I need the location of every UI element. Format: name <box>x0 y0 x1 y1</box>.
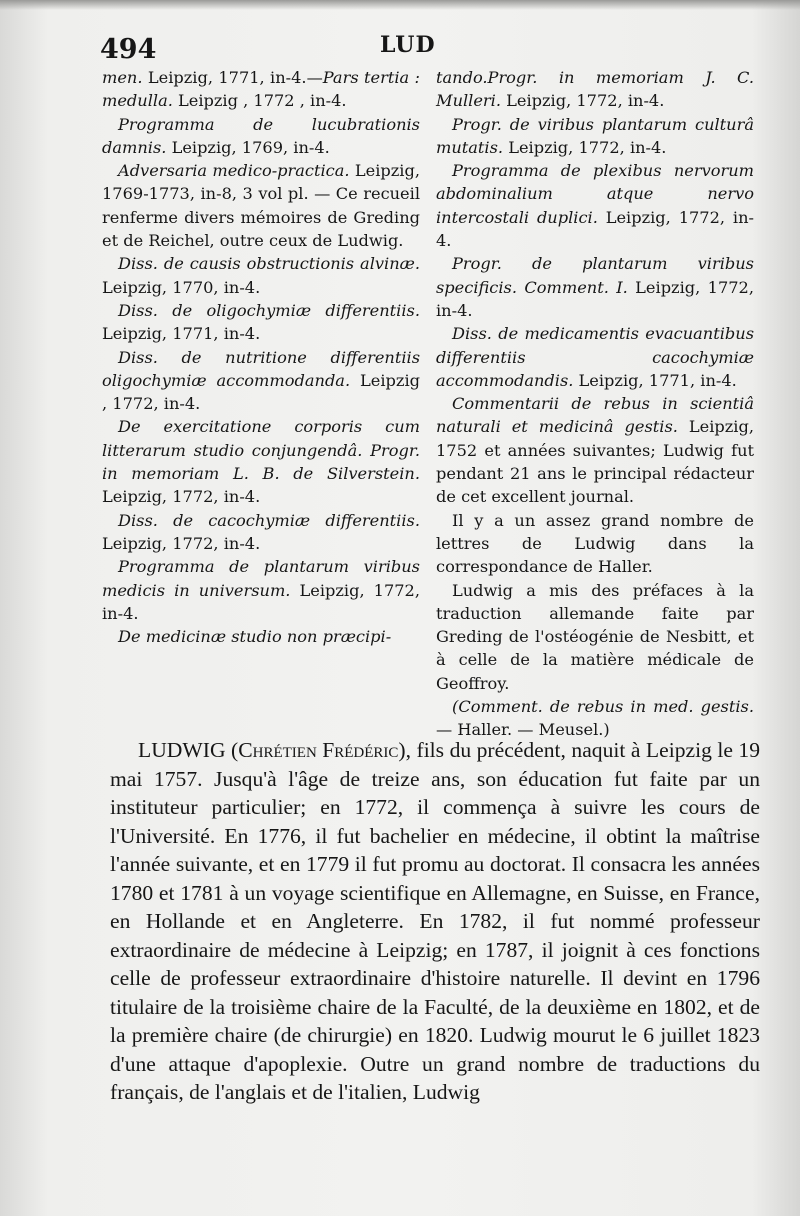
left-column-entry <box>102 159 420 252</box>
entry-name: LUDWIG <box>138 738 226 762</box>
right-column-entry <box>436 66 754 113</box>
entry-title: Commentarii de rebus in scientiâ naturali et medicinâ gestis. <box>436 394 754 437</box>
entry-title: Diss. de oligochymiæ differentiis. <box>118 300 420 320</box>
left-column <box>102 66 420 648</box>
entry-title: (Comment. de rebus in med. gestis. <box>452 697 754 717</box>
entry-text: Leipzig, 1770, in-4. <box>102 277 261 297</box>
entry-text: Leipzig, 1771, in-4. <box>573 370 737 390</box>
entry-text: Leipzig, 1771, in-4.— <box>142 68 323 87</box>
entry-title: tando.Progr. in memoriam J. C. Mulleri. <box>436 68 754 111</box>
left-column-entry <box>102 555 420 625</box>
entry-title: Adversaria medico-practica. <box>118 161 350 181</box>
entry-text: Ludwig a mis des préfaces à la traduction allemande faite par Greding de l'ostéogénie de Nesbitt, et à celle de la matière médicale de Geoffroy. <box>436 580 754 693</box>
entry-title: Diss. de nutritione differentiis oligochymiæ accommodanda. <box>102 347 420 390</box>
entry-title: Pars tertia : medulla. <box>102 68 420 111</box>
biography-entry <box>110 736 760 1107</box>
entry-title: men. <box>102 68 143 87</box>
entry-text: , fils du précédent, naquit à Leipzig le 19 mai 1757. Jusqu'à l'âge de treize ans, son éducation fut faite par un instituteur particulier; en 1772, il commença à suivre les cours de l'Université. En 1776, il fut bachelier en médecine, il obtint la maîtrise l'année suivante, et en 1779 il fut promu au doctorat. Il consacra les années 1780 et 1781 à un voyage scientifique en Allemagne, en Suisse, en France, en Hollande et en Angleterre. En 1782, il fut nommé professeur extraordinaire de médecine à Leipzig; en 1787, il joignit à ces fonctions celle de professeur extraordinaire d'histoire naturelle. Il devint en 1796 titulaire de la troisième chaire de la Faculté, de la deuxième en 1802, et de la première chaire (de chirurgie) en 1820. Ludwig mourut le 6 juillet 1823 d'une attaque d'apoplexie. Outre un grand nombre de traductions du français, de l'anglais et de l'italien, Ludwig <box>110 738 761 1104</box>
entry-text: Leipzig, 1772, in-4. <box>102 580 420 623</box>
entry-title: Progr. de plantarum viribus specificis. Comment. I. <box>436 254 754 297</box>
left-column-entry <box>102 346 420 416</box>
entry-title: De exercitatione corporis cum litterarum studio conjungendâ. Progr. in memoriam L. B. de Silverstein. <box>102 417 420 484</box>
entry-title: Progr. de viribus plantarum culturâ mutatis. <box>436 114 754 157</box>
left-column-entry <box>102 66 420 113</box>
page-number: 494 <box>100 34 157 65</box>
entry-text: Leipzig , 1772, in-4. <box>102 370 420 414</box>
entry-title: Diss. de medicamentis evacuantibus differentiis cacochymiæ accommodandis. <box>436 324 754 390</box>
left-column-entry <box>102 415 420 508</box>
right-column-entry <box>436 695 754 742</box>
entry-title: De medicinæ studio non præcipi- <box>118 627 392 647</box>
right-column-entry <box>436 252 754 322</box>
running-head: LUD <box>380 32 436 58</box>
left-column-entry <box>102 625 420 648</box>
right-column-entry <box>436 322 754 392</box>
entry-forenames: (Chrétien Frédéric) <box>231 738 406 762</box>
entry-text: Leipzig, 1772, in-4. <box>503 137 667 157</box>
entry-text: Leipzig, 1771, in-4. <box>102 324 261 344</box>
entry-title: Programma de plantarum viribus medicis in universum. <box>102 557 420 600</box>
entry-text: Leipzig, 1772, in-4. <box>501 91 665 111</box>
right-column <box>436 66 754 742</box>
entry-text: Leipzig , 1772 , in-4. <box>172 91 347 111</box>
entry-text: Leipzig, 1772, in-4. <box>102 533 261 553</box>
left-column-entry <box>102 113 420 160</box>
right-column-entry <box>436 579 754 695</box>
entry-title: Diss. de cacochymiæ differentiis. <box>118 510 420 530</box>
right-column-entry <box>436 509 754 579</box>
left-column-entry <box>102 252 420 299</box>
entry-text: Leipzig, 1769-1773, in-8, 3 vol pl. — Ce recueil renferme divers mémoires de Greding et de Reichel, outre ceux de Ludwig. <box>102 161 420 251</box>
right-column-entry <box>436 392 754 508</box>
entry-text: Leipzig, 1772, in-4. <box>436 207 755 251</box>
page-header <box>0 22 800 65</box>
entry-text: Leipzig, 1772, in-4. <box>436 277 754 320</box>
entry-text: Leipzig, 1769, in-4. <box>166 137 330 157</box>
entry-text: Il y a un assez grand nombre de lettres de Ludwig dans la correspondance de Haller. <box>436 510 754 577</box>
right-column-entry <box>436 159 754 252</box>
entry-title: Programma de lucubrationis damnis. <box>102 114 420 157</box>
left-column-entry <box>102 509 420 556</box>
left-column-entry <box>102 299 420 346</box>
entry-title: Diss. de causis obstructionis alvinæ. <box>118 254 420 274</box>
entry-text: — Haller. — Meusel.) <box>436 720 610 740</box>
entry-text: Leipzig, 1772, in-4. <box>102 487 261 507</box>
right-column-entry <box>436 113 754 160</box>
entry-text: Leipzig, 1752 et années suivantes; Ludwig fut pendant 21 ans le principal rédacteur de cet excellent journal. <box>436 417 754 507</box>
entry-title: Programma de plexibus nervorum abdominalium atque nervo intercostali duplici. <box>436 161 754 227</box>
